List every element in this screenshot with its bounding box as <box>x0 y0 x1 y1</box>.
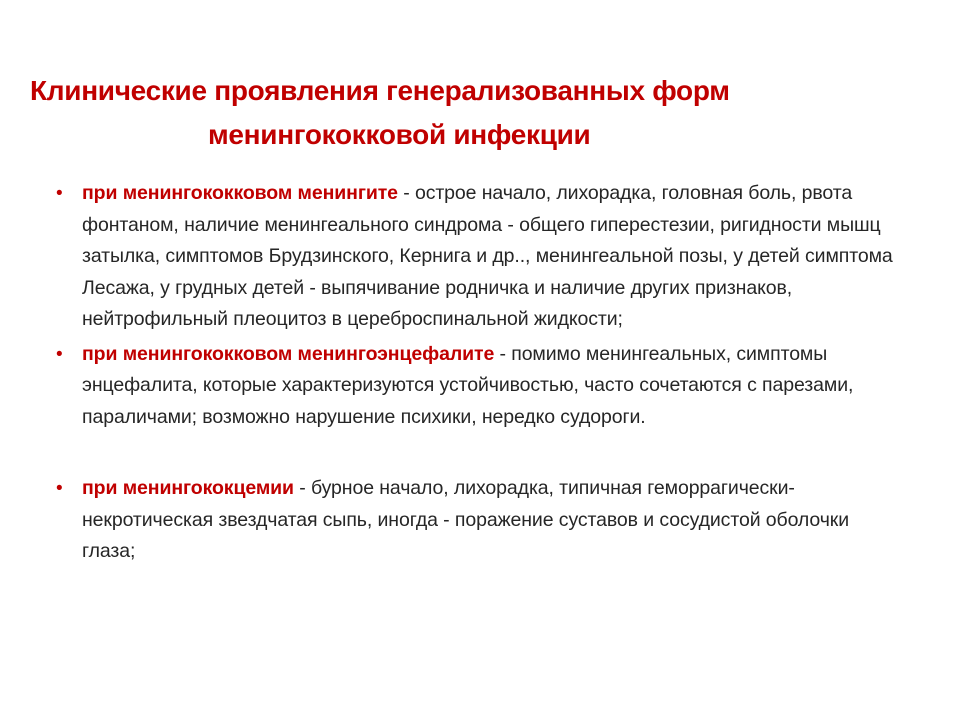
bullet-text: - острое начало, лихорадка, головная боль, рвота фонтаном, наличие менингеального синдрома - общего гиперестезии, ригидности мышц затылка, симптомов Брудзинского, Кернига и др.., менингеальной позы, у детей симптома Лесажа, у грудных детей - выпячивание родничка и наличие других признаков, нейтрофильный плеоцитоз в цереброспинальной жидкости; <box>82 182 893 330</box>
bullet-term: при менингококковом менингите <box>82 182 398 204</box>
bullet-text: - помимо менингеальных, симптомы энцефалита, которые характеризуются устойчивостью, часто сочетаются с парезами, параличами; возможно нарушение психики, нередко судороги. <box>82 342 854 428</box>
bullet-term: при менингококцемии <box>82 477 294 499</box>
slide-title <box>0 69 852 157</box>
title-line-2: менингококковой инфекции <box>208 118 591 150</box>
bullet-text: - бурное начало, лихорадка, типичная геморрагически-некротическая звездчатая сыпь, иногда - поражение суставов и сосудистой оболочки глаза; <box>82 477 850 562</box>
bullet-list <box>56 178 896 568</box>
bullet-meningitis <box>56 178 896 336</box>
bullet-term: при менингококковом менингоэнцефалите <box>82 342 495 365</box>
bullet-dot-icon: • <box>56 183 63 204</box>
bullet-meningococcemia <box>56 473 896 568</box>
bullet-dot-icon: • <box>56 343 63 365</box>
bullet-meningoencephalitis <box>56 339 896 434</box>
title-line-1: Клинические проявления генерализованных форм <box>30 74 730 106</box>
bullet-dot-icon: • <box>56 478 63 499</box>
